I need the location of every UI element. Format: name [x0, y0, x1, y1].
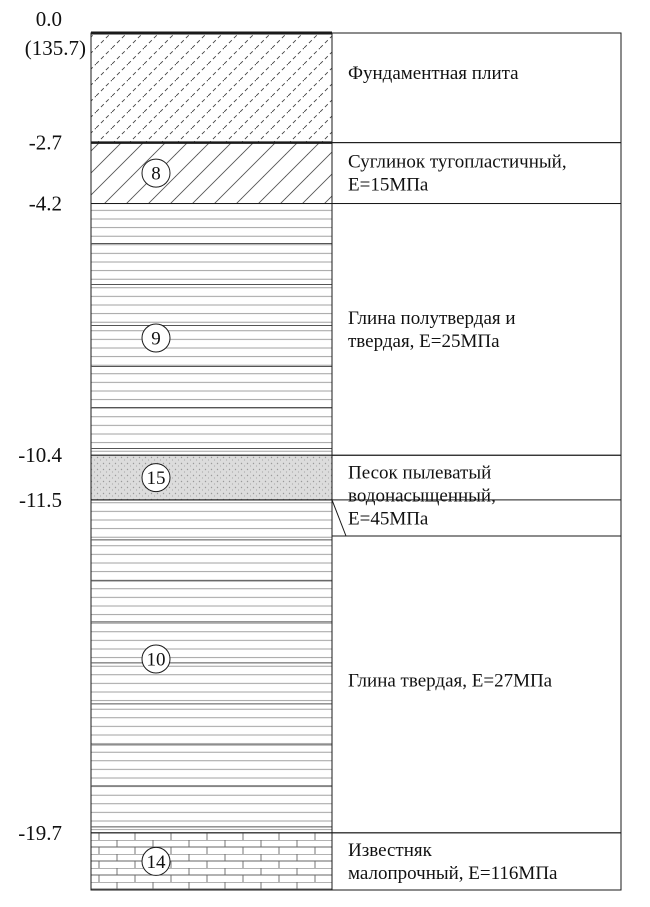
- layer-description: Е=15МПа: [348, 174, 429, 196]
- layer-description-box: [332, 204, 621, 456]
- layer-fill: [91, 33, 332, 143]
- layer-number: 14: [146, 851, 166, 873]
- depth-label: 0.0: [35, 7, 62, 31]
- layer-fill: [91, 833, 332, 890]
- depth-label: -2.7: [28, 130, 62, 155]
- layer-fill: [91, 204, 332, 456]
- layer-number: 15: [146, 468, 166, 490]
- layer-fill: [91, 455, 332, 500]
- layer-foundation: [91, 33, 621, 143]
- layer-description: Глина полутвердая и: [348, 307, 516, 329]
- layer-description: Известняк: [348, 839, 432, 861]
- depth-label: -11.5: [19, 487, 62, 512]
- layer-description: Е=45МПа: [348, 508, 429, 530]
- layer-number: 10: [146, 649, 166, 671]
- layer-fill: [91, 500, 332, 833]
- soil-layers: [91, 33, 621, 890]
- layer-description-box: [332, 500, 621, 833]
- layer-fill: [91, 143, 332, 204]
- layer-description: Фундаментная плита: [348, 63, 519, 85]
- layer-description: малопрочный, Е=116МПа: [348, 862, 558, 884]
- layer-description: Глина твердая, Е=27МПа: [348, 670, 553, 692]
- layer-8: [91, 143, 621, 204]
- layer-description: Суглинок тугопластичный,: [348, 151, 567, 173]
- depth-labels: [18, 7, 86, 845]
- leader-line: [332, 500, 346, 536]
- layer-description: твердая, Е=25МПа: [348, 330, 500, 352]
- layer-description: Песок пылеватый: [348, 462, 492, 484]
- depth-label: -10.4: [18, 443, 62, 468]
- layer-9: [91, 204, 621, 456]
- elevation-label: (135.7): [24, 36, 86, 60]
- layer-14: [91, 833, 621, 890]
- layer-description: водонасыщенный,: [348, 485, 496, 507]
- layer-description-box: [332, 33, 621, 143]
- depth-label: -19.7: [18, 820, 62, 845]
- layer-number: 8: [151, 163, 161, 185]
- depth-label: -4.2: [28, 191, 62, 216]
- layer-10: [91, 500, 621, 833]
- layer-number: 9: [151, 328, 161, 350]
